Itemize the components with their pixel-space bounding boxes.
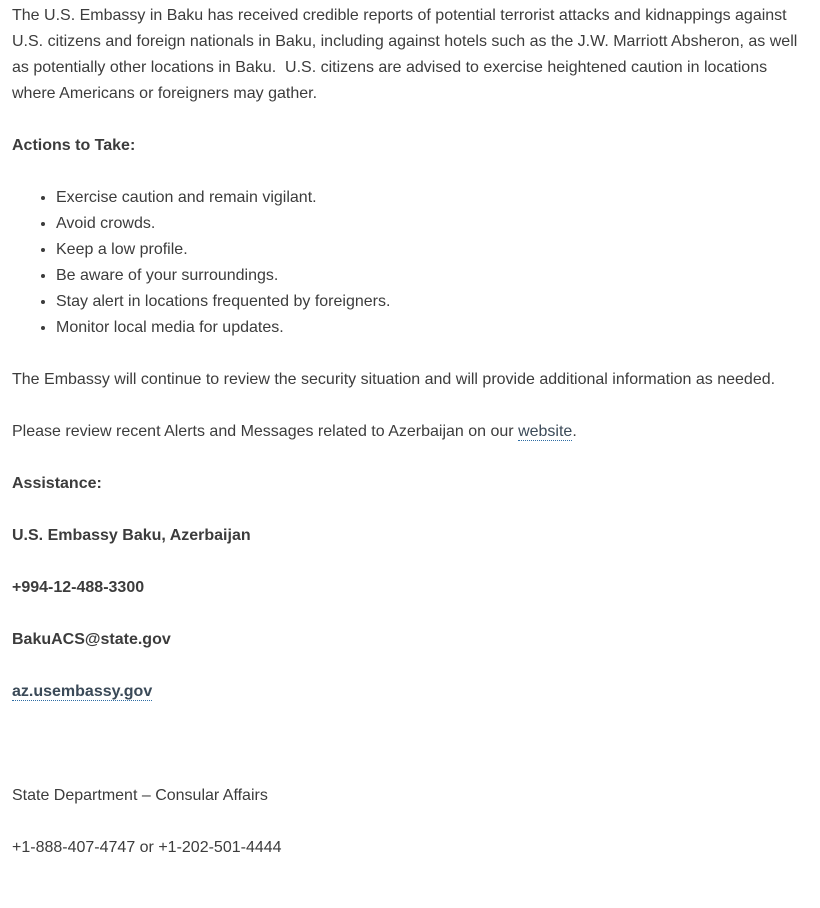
embassy-email: BakuACS@state.gov [12,631,171,648]
list-item: • Be aware of your surroundings. [56,263,808,289]
embassy-website-link[interactable]: az.usembassy.gov [12,683,153,700]
list-item: • Exercise caution and remain vigilant. [56,185,808,211]
list-item: • Monitor local media for updates. [56,315,808,341]
spacer [12,731,808,757]
assistance-heading: Assistance: [12,475,102,492]
actions-heading: Actions to Take: [12,137,136,154]
security-update-paragraph: The Embassy will continue to review the security situation and will provide additional information as needed. [12,371,776,388]
footer-phones: +1-888-407-4747 or +1-202-501-4444 [12,839,282,856]
review-period: . [572,423,577,440]
embassy-website-paragraph [12,679,808,705]
list-item: • Keep a low profile. [56,237,808,263]
embassy-name: U.S. Embassy Baku, Azerbaijan [12,527,251,544]
list-item: • Stay alert in locations frequented by foreigners. [56,289,808,315]
website-link[interactable]: website [518,423,573,440]
footer-org: State Department – Consular Affairs [12,787,268,804]
intro-paragraph: The U.S. Embassy in Baku has received credible reports of potential terrorist attacks and kidnappings against U.S. citizens and foreign nationals in Baku, including against hotels such as the J.W. Marriott Absheron, as well as potentially other locations in Baku. U.S. citizens are advised to exercise heightened caution in locations where Americans or foreigners may gather. [12,7,802,102]
review-paragraph [12,419,808,445]
list-item: • Avoid crowds. [56,211,808,237]
review-text: Please review recent Alerts and Messages related to Azerbaijan on our [12,423,519,440]
embassy-phone: +994-12-488-3300 [12,579,145,596]
actions-list [12,185,808,341]
